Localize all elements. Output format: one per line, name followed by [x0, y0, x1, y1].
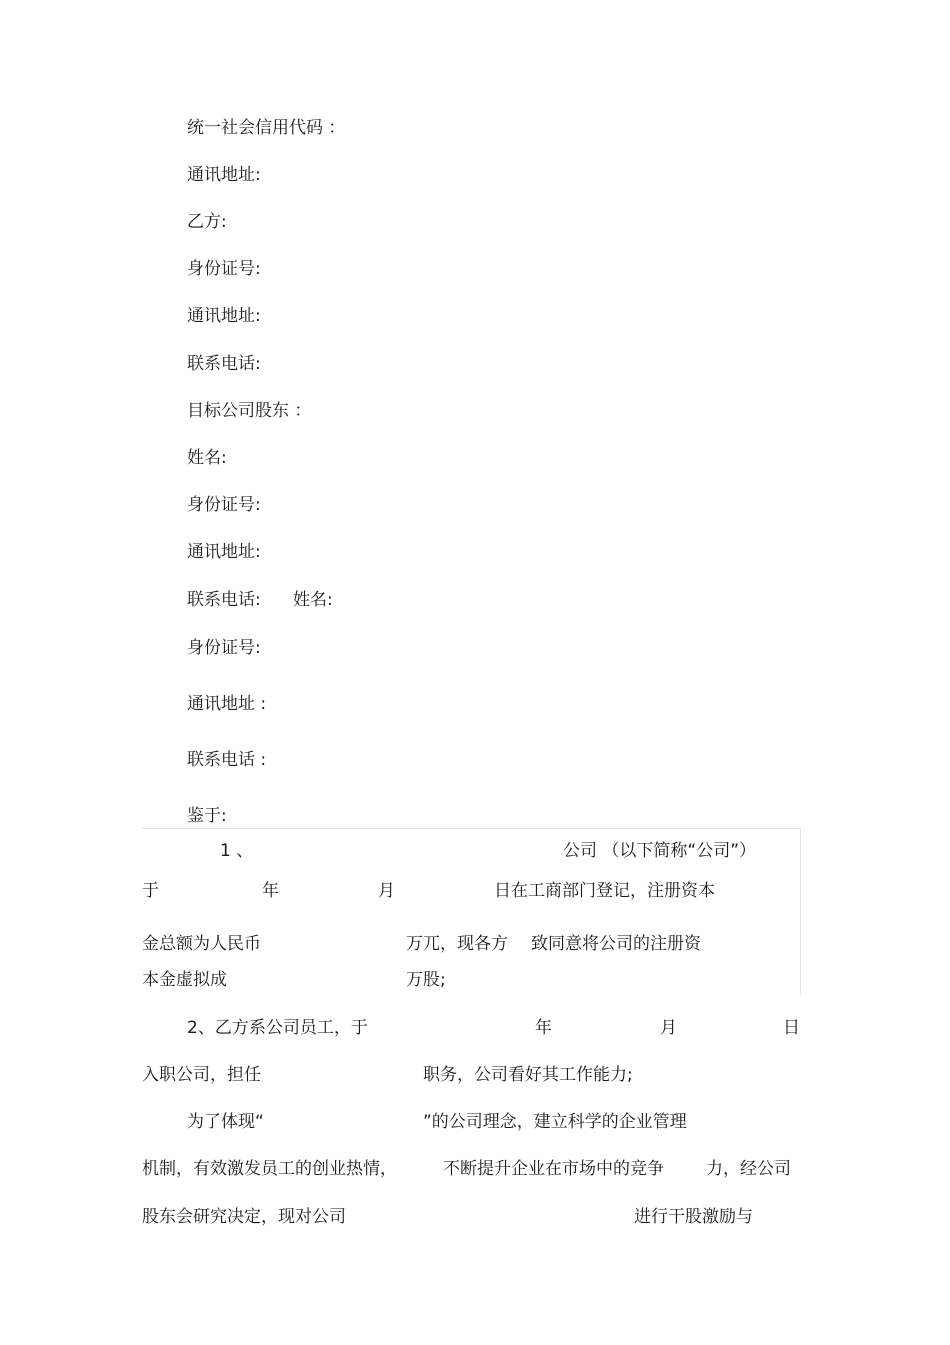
clause-text: 本金虚拟成 — [142, 970, 227, 990]
whereas-label: 鉴于: — [187, 806, 227, 826]
address-label: 通讯地址 : — [187, 694, 267, 714]
day-label: 日 — [783, 1018, 800, 1038]
phone-label: 联系电话: — [187, 590, 261, 610]
id-number-label: 身份证号: — [187, 495, 261, 515]
clause-text: 日在工商部门登记，注册资本 — [494, 881, 715, 901]
month-label: 月 — [660, 1018, 677, 1038]
id-number-label: 身份证号: — [187, 638, 261, 658]
clause-text: 职务，公司看好其工作能力; — [423, 1065, 633, 1085]
year-label: 年 — [535, 1018, 552, 1038]
paragraph-text: 进行干股激励与 — [634, 1207, 753, 1227]
address-label: 通讯地址: — [187, 542, 261, 562]
month-label: 月 — [378, 881, 395, 901]
shareholder-label: 目标公司股东 ： — [187, 401, 312, 421]
clause-text: 万兀，现各方 — [406, 934, 508, 954]
paragraph-text: 股东会研究决定，现对公司 — [142, 1207, 346, 1227]
clause-text: 致同意将公司的注册资 — [531, 934, 701, 954]
name-label: 姓名: — [293, 590, 333, 610]
clause-text: 金总额为人民币 — [142, 934, 261, 954]
address-label: 通讯地址: — [187, 306, 261, 326]
phone-label: 联系电话: — [187, 354, 261, 374]
clause-text: 万股; — [406, 970, 446, 990]
party-b-label: 乙方: — [187, 212, 227, 232]
paragraph-text: 为了体现“ — [187, 1112, 264, 1132]
paragraph-text: ”的公司理念，建立科学的企业管理 — [423, 1112, 687, 1132]
name-label: 姓名: — [187, 448, 227, 468]
id-number-label: 身份证号: — [187, 259, 261, 279]
paragraph-text: 不断提升企业在市场中的竞争 — [443, 1159, 664, 1179]
clause-text: 2、乙方系公司员工，于 — [187, 1018, 368, 1038]
credit-code-label: 统一社会信用代码 ： — [187, 118, 346, 138]
phone-label: 联系电话 : — [187, 750, 267, 770]
company-name-text: 公司 （以下简称“公司”） — [563, 841, 757, 861]
paragraph-text: 力，经公司 — [706, 1159, 791, 1179]
clause-text: 入职公司，担任 — [142, 1065, 261, 1085]
clause-text: 于 — [142, 881, 159, 901]
clause-number: 1 、 — [220, 841, 254, 861]
year-label: 年 — [262, 881, 279, 901]
paragraph-text: 机制，有效激发员工的创业热情， — [142, 1159, 397, 1179]
address-label: 通讯地址: — [187, 165, 261, 185]
